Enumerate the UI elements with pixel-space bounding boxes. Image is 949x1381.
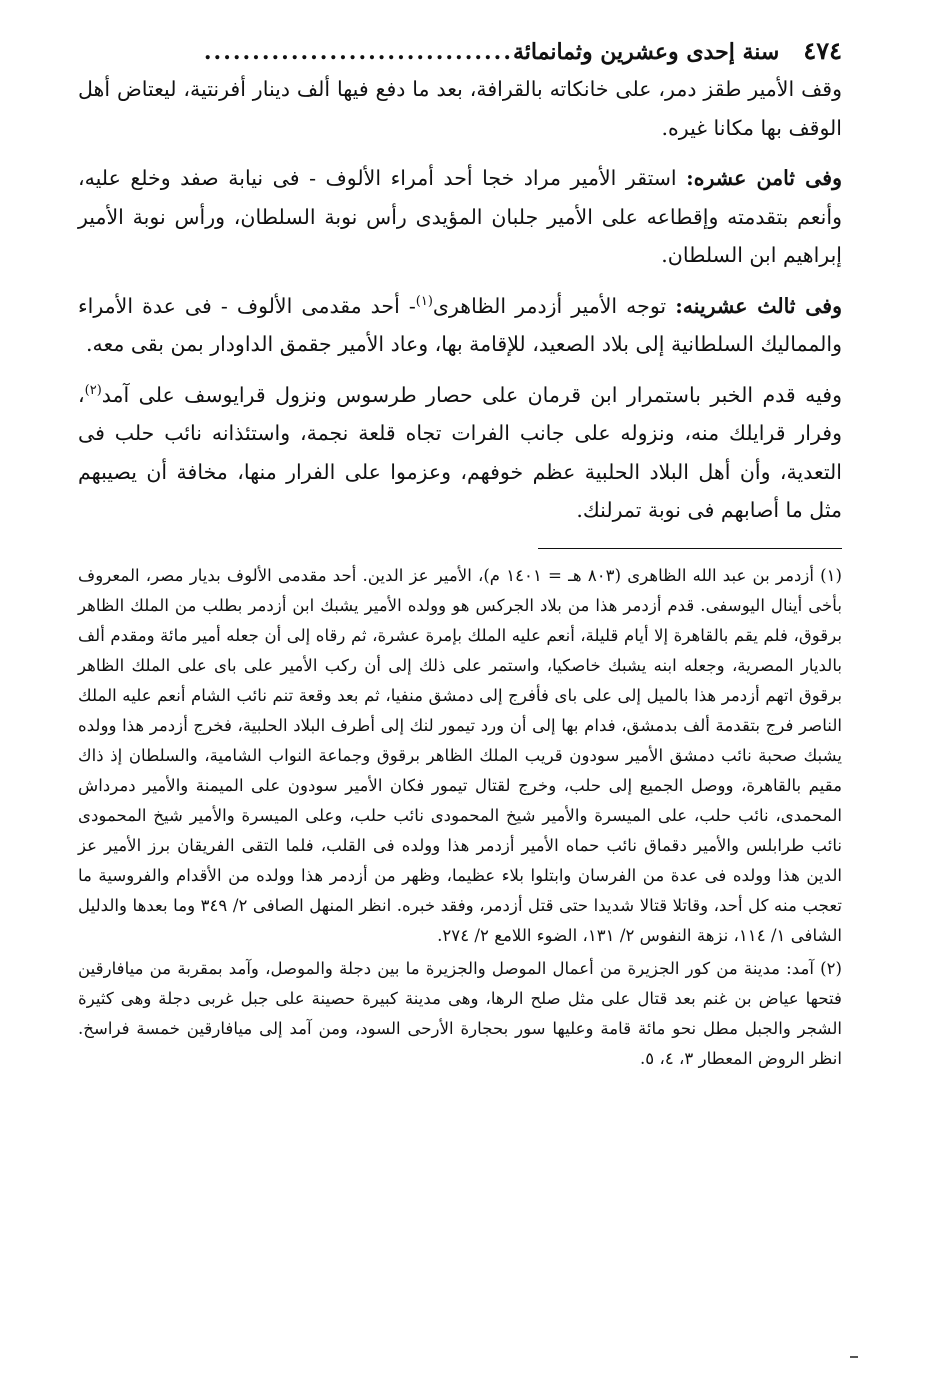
paragraph-lead: وفى ثامن عشره: <box>686 166 842 190</box>
header-leader-dots: ................................ <box>203 39 513 65</box>
footnote-separator <box>538 548 842 549</box>
footnote-reference: (٢) <box>84 382 102 398</box>
main-text <box>78 70 842 530</box>
paragraph-text: - أحد مقدمى الألوف - فى عدة الأمراء والمماليك السلطانية إلى بلاد الصعيد، للإقامة بها، وعاد الأمير جقمق الداودار بمن بقى معه. <box>78 293 842 356</box>
footnote: (١) أزدمر بن عبد الله الظاهرى (٨٠٣ هـ = ١٤٠١ م)، الأمير عز الدين. أحد مقدمى الألوف بديار مصر، المعروف بأخى أينال اليوسفى. قدم أزدمر هذا من بلاد الجركس هو وولده الأمير يشبك ابن أزدمر بطلب من الملك الظاهر برقوق، فلم يقم بالقاهرة إلا أيام قليلة، أنعم عليه الملك بإمرة عشرة، ثم رقاه إلى أن جعله أمير مائة ومقدم ألف بالديار المصرية، وجعله ابنه يشبك خاصكيا، واستمر على ذلك إلى أن ركب الأمير على باى على الملك الظاهر برقوق اتهم أزدمر هذا بالميل إلى على باى فأفرج إلى دمشق منفيا، ثم بعد وقعة تنم نائب الشام أنعم عليه الملك الناصر فرج بتقدمة ألف بدمشق، فدام بها إلى أن ورد تيمور لنك إلى أطرف البلاد الحلبية، فخرج أزدمر هذا وولده يشبك صحبة نائب دمشق الأمير سودون قريب الملك الظاهر برقوق وجماعة النواب الشامية، والسلطان إذ ذاك مقيم بالقاهرة، ووصل الجميع إلى حلب، وخرج لقتال تيمور فكان الأمير سودون على الميمنة والأمير دمرداش المحمدى، نائب حلب، على الميسرة والأمير شيخ المحمودى نائب حلب، وعلى الميسرة والأمير شيخ المحمودى نائب طرابلس والأمير دقماق نائب حماه الأمير أزدمر هذا وولده فى القلب، فلما التقى الفريقان برز الأمير عز الدين هذا وولده فى عدة من الفرسان وابتلوا بلاء عظيما، وظهر من أزدمر هذا وولده من الأقدام والفروسية ما تعجب منه كل أحد، وقاتلا قتالا شديدا حتى قتل أزدمر، وفقد خبره. انظر المنهل الصافى ٢/ ٣٤٩ وما بعدها والدليل الشافى ١/ ١١٤، نزهة النفوس ٢/ ١٣١، الضوء اللامع ٢/ ٢٧٤. <box>78 565 843 945</box>
book-page <box>78 36 842 1077</box>
paragraph <box>78 159 842 275</box>
paragraph-text: ، وفرار قرايلك منه، ونزوله على جانب الفرات تجاه قلعة نجمة، واستئذانه نائب حلب فى التعدية، وأن أهل البلاد الحلبية عظم خوفهم، وعزموا على الفرار منها، مخافة أن يصيبهم مثل ما أصابهم فى نوبة تمرلنك. <box>78 382 842 522</box>
paragraph <box>78 376 842 530</box>
paragraph-lead: وفى ثالث عشرينه: <box>675 293 842 318</box>
footnote-reference: (١) <box>415 293 433 309</box>
page-number: ٤٧٤ <box>803 36 842 65</box>
paragraph-text: توجه الأمير أزدمر الظاهرى <box>432 293 667 318</box>
footnote: (٢) آمد: مدينة من كور الجزيرة من أعمال الموصل والجزيرة ما بين دجلة والموصل، وآمد بمقربة من ميافارقين فتحها عياض بن غنم بعد قتال على مثل صلح الرها، وهى مدينة كبيرة حصينة على جبل غربى دجلة وهى كثيرة الشجر والجبل مطل نحو مائة قامة وعليها سور بحجارة الأرحى السود، ومن آمد إلى ميافارقين خمسة فراسخ. انظر الروض المعطار ٣، ٤، ٥. <box>78 958 842 1068</box>
running-title: سنة إحدى وعشرين وثمانمائة <box>512 39 780 65</box>
footnotes <box>78 561 842 1074</box>
paragraph-text: وقف الأمير طقز دمر، على خانكاته بالقرافة، بعد ما دفع فيها ألف دينار أفرنتية، ليعتاض أهل الوقف بها مكانا غيره. <box>78 77 842 140</box>
paragraph-text: وفيه قدم الخبر باستمرار ابن قرمان على حصار طرسوس ونزول قرايوسف على آمد <box>101 382 842 407</box>
page-mark <box>850 1356 858 1358</box>
paragraph-text: استقر الأمير مراد خجا أحد أمراء الألوف - فى نيابة صفد وخلع عليه، وأنعم بتقدمته وإقطاعه على الأمير جلبان المؤيدى رأس نوبة السلطان، ورأس نوبة الأمير إبراهيم ابن السلطان. <box>78 166 842 267</box>
paragraph <box>78 70 842 147</box>
page-header <box>78 36 842 70</box>
paragraph <box>78 287 842 364</box>
